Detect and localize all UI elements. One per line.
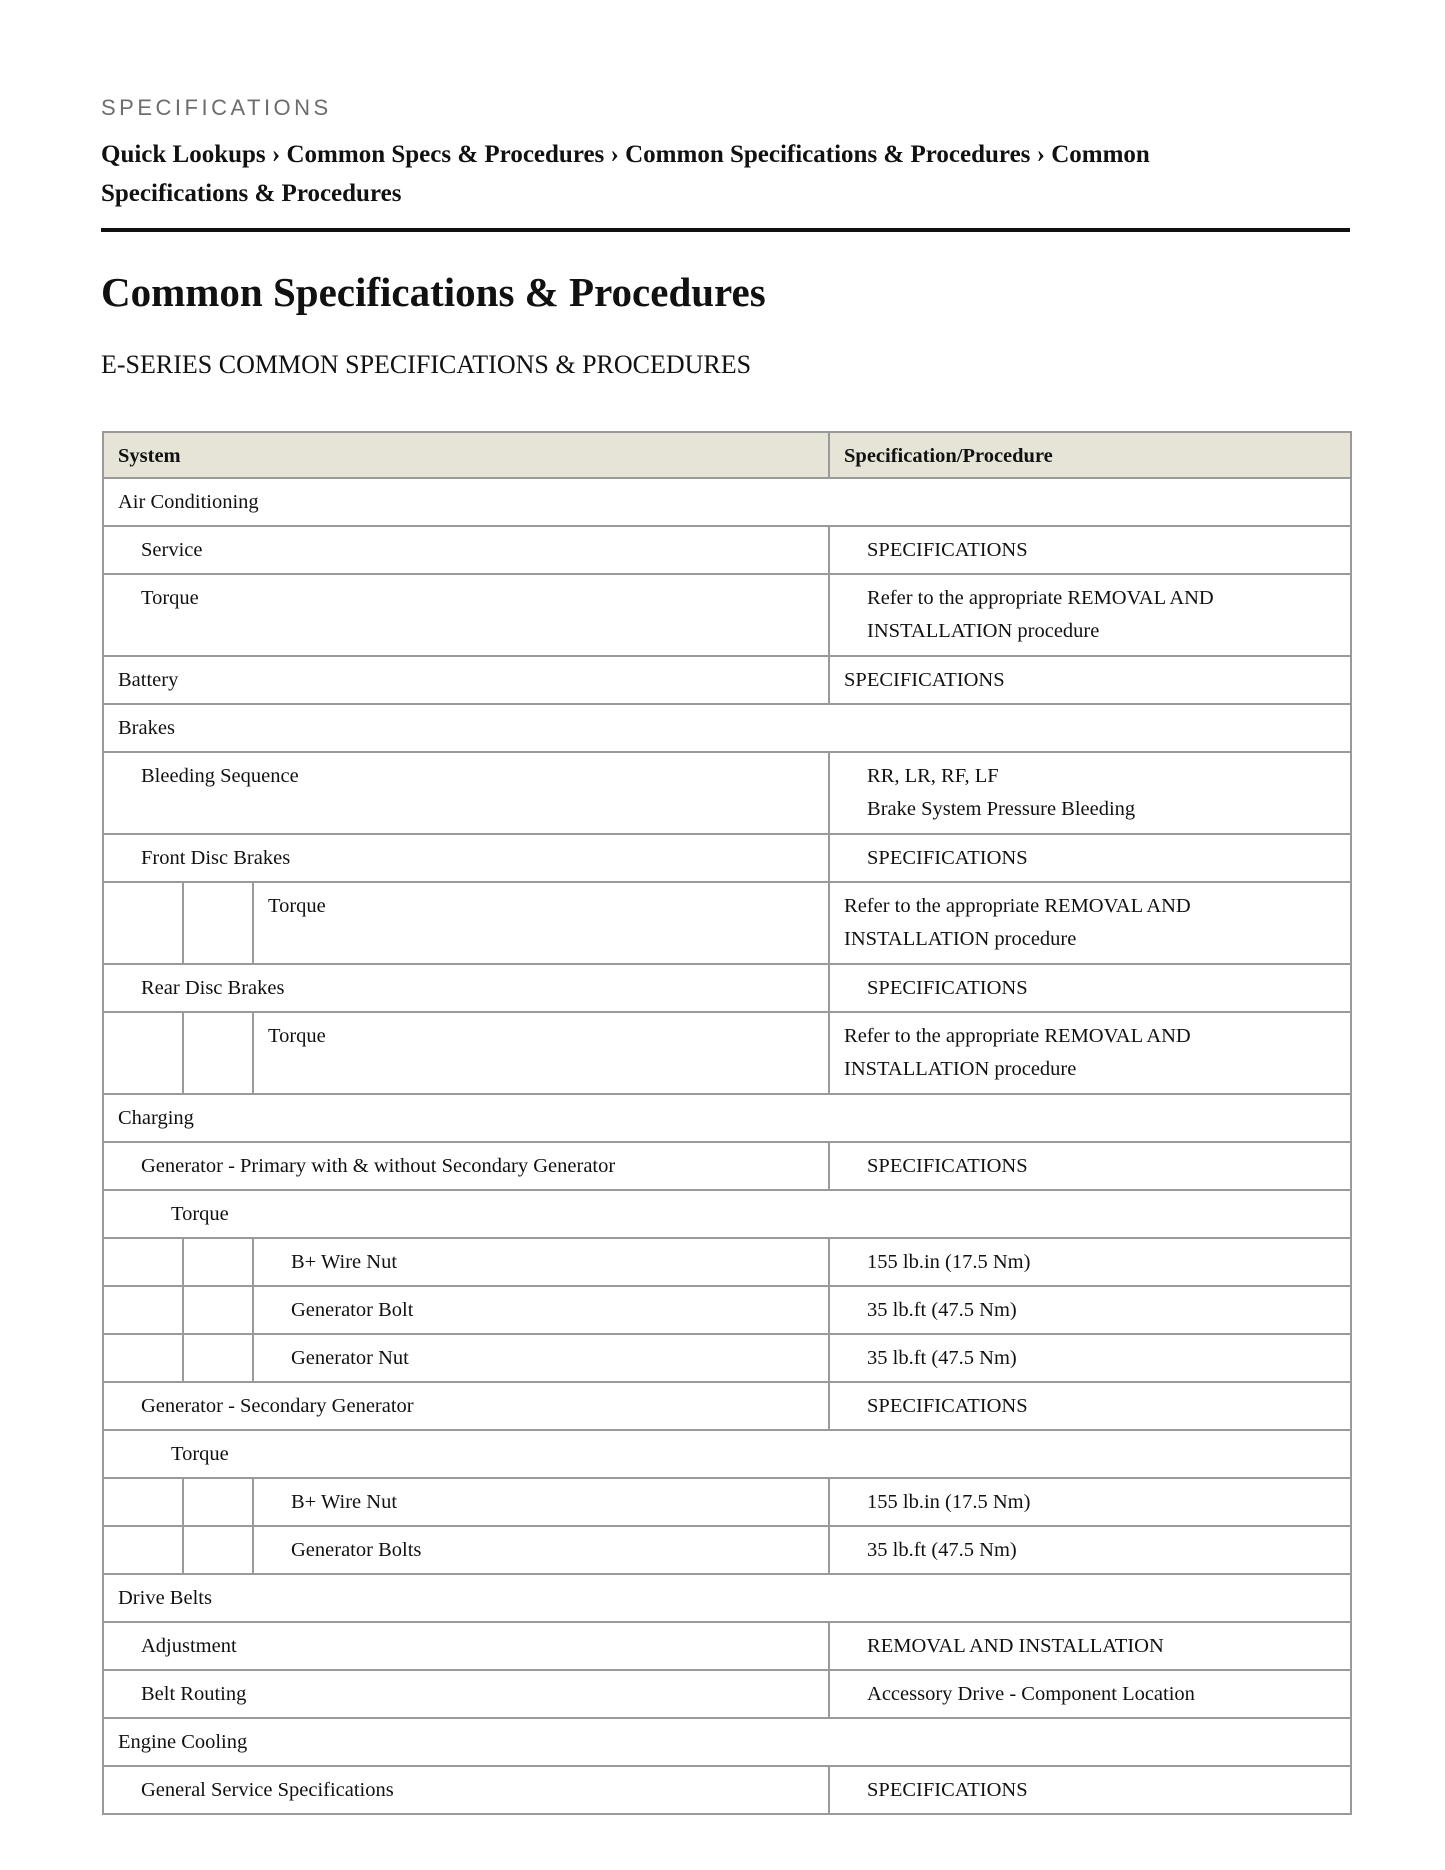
table-row — [103, 964, 1351, 1012]
table-row — [103, 1478, 1351, 1526]
row-label: Torque — [103, 574, 829, 656]
empty-cell — [103, 1238, 183, 1286]
table-row — [103, 1334, 1351, 1382]
table-row — [103, 1622, 1351, 1670]
empty-cell — [103, 1334, 183, 1382]
table-row — [103, 526, 1351, 574]
table-header-row — [103, 432, 1351, 478]
empty-cell — [183, 1238, 253, 1286]
spec-value: 155 lb.in (17.5 Nm) — [829, 1478, 1351, 1526]
table-row — [103, 1142, 1351, 1190]
column-header-spec: Specification/Procedure — [829, 432, 1351, 478]
empty-cell — [183, 1526, 253, 1574]
group-brakes: Brakes — [103, 704, 1351, 752]
spec-link[interactable]: SPECIFICATIONS — [829, 1142, 1351, 1190]
row-label: Torque — [103, 1430, 1351, 1478]
group-air-conditioning: Air Conditioning — [103, 478, 1351, 526]
row-label: Torque — [253, 882, 829, 964]
table-row — [103, 1190, 1351, 1238]
group-charging: Charging — [103, 1094, 1351, 1142]
table-row — [103, 1094, 1351, 1142]
row-label: Torque — [253, 1012, 829, 1094]
row-label: Adjustment — [103, 1622, 829, 1670]
spec-value: Refer to the appropriate REMOVAL AND INSTALLATION procedure — [829, 574, 1351, 656]
empty-cell — [103, 1526, 183, 1574]
table-row — [103, 882, 1351, 964]
empty-cell — [103, 882, 183, 964]
spec-value: 35 lb.ft (47.5 Nm) — [829, 1334, 1351, 1382]
row-label: Belt Routing — [103, 1670, 829, 1718]
row-label: B+ Wire Nut — [253, 1238, 829, 1286]
spec-value: 155 lb.in (17.5 Nm) — [829, 1238, 1351, 1286]
table-row — [103, 656, 1351, 704]
row-label: Service — [103, 526, 829, 574]
spec-link[interactable]: SPECIFICATIONS — [829, 964, 1351, 1012]
page-subtitle: E-SERIES COMMON SPECIFICATIONS & PROCEDURES — [101, 350, 752, 379]
empty-cell — [183, 1012, 253, 1094]
table-row — [103, 1286, 1351, 1334]
group-engine-cooling: Engine Cooling — [103, 1718, 1351, 1766]
spec-link[interactable]: REMOVAL AND INSTALLATION — [829, 1622, 1351, 1670]
empty-cell — [103, 1286, 183, 1334]
table-row — [103, 1718, 1351, 1766]
table-row — [103, 1238, 1351, 1286]
spec-link[interactable]: SPECIFICATIONS — [829, 656, 1351, 704]
table-row — [103, 1526, 1351, 1574]
empty-cell — [183, 1478, 253, 1526]
row-label: Torque — [103, 1190, 1351, 1238]
specifications-table — [102, 431, 1352, 1815]
spec-value: 35 lb.ft (47.5 Nm) — [829, 1286, 1351, 1334]
table-row — [103, 478, 1351, 526]
table-row — [103, 704, 1351, 752]
spec-link[interactable]: Brake System Pressure Bleeding — [867, 798, 1136, 820]
group-drive-belts: Drive Belts — [103, 1574, 1351, 1622]
section-eyebrow: SPECIFICATIONS — [101, 95, 332, 120]
row-label: B+ Wire Nut — [253, 1478, 829, 1526]
spec-link[interactable]: SPECIFICATIONS — [829, 1766, 1351, 1814]
row-label: Generator Bolts — [253, 1526, 829, 1574]
table-row — [103, 1670, 1351, 1718]
empty-cell — [183, 1334, 253, 1382]
table-row — [103, 752, 1351, 834]
spec-value: RR, LR, RF, LF Brake System Pressure Bleeding — [829, 752, 1351, 834]
table-row — [103, 1430, 1351, 1478]
row-label: Front Disc Brakes — [103, 834, 829, 882]
empty-cell — [103, 1478, 183, 1526]
spec-value: Refer to the appropriate REMOVAL AND INSTALLATION procedure — [829, 882, 1351, 964]
table-row — [103, 834, 1351, 882]
spec-link[interactable]: SPECIFICATIONS — [829, 834, 1351, 882]
spec-link[interactable]: SPECIFICATIONS — [829, 526, 1351, 574]
row-label: Generator - Primary with & without Secondary Generator — [103, 1142, 829, 1190]
empty-cell — [183, 1286, 253, 1334]
spec-link[interactable]: Accessory Drive - Component Location — [829, 1670, 1351, 1718]
row-label: Battery — [103, 656, 829, 704]
empty-cell — [183, 882, 253, 964]
row-label: Generator - Secondary Generator — [103, 1382, 829, 1430]
column-header-system: System — [103, 432, 829, 478]
table-row — [103, 1766, 1351, 1814]
empty-cell — [103, 1012, 183, 1094]
table-row — [103, 574, 1351, 656]
table-row — [103, 1012, 1351, 1094]
spec-link[interactable]: SPECIFICATIONS — [829, 1382, 1351, 1430]
page-title: Common Specifications & Procedures — [101, 269, 766, 315]
row-label: Generator Bolt — [253, 1286, 829, 1334]
spec-value: Refer to the appropriate REMOVAL AND INSTALLATION procedure — [829, 1012, 1351, 1094]
row-label: Rear Disc Brakes — [103, 964, 829, 1012]
row-label: Generator Nut — [253, 1334, 829, 1382]
spec-value: 35 lb.ft (47.5 Nm) — [829, 1526, 1351, 1574]
table-row — [103, 1382, 1351, 1430]
header-divider — [101, 228, 1350, 232]
breadcrumb[interactable]: Quick Lookups › Common Specs & Procedures › Common Specifications & Procedures › Common Specifications & Procedures — [101, 141, 1150, 207]
row-label: General Service Specifications — [103, 1766, 829, 1814]
row-label: Bleeding Sequence — [103, 752, 829, 834]
table-row — [103, 1574, 1351, 1622]
